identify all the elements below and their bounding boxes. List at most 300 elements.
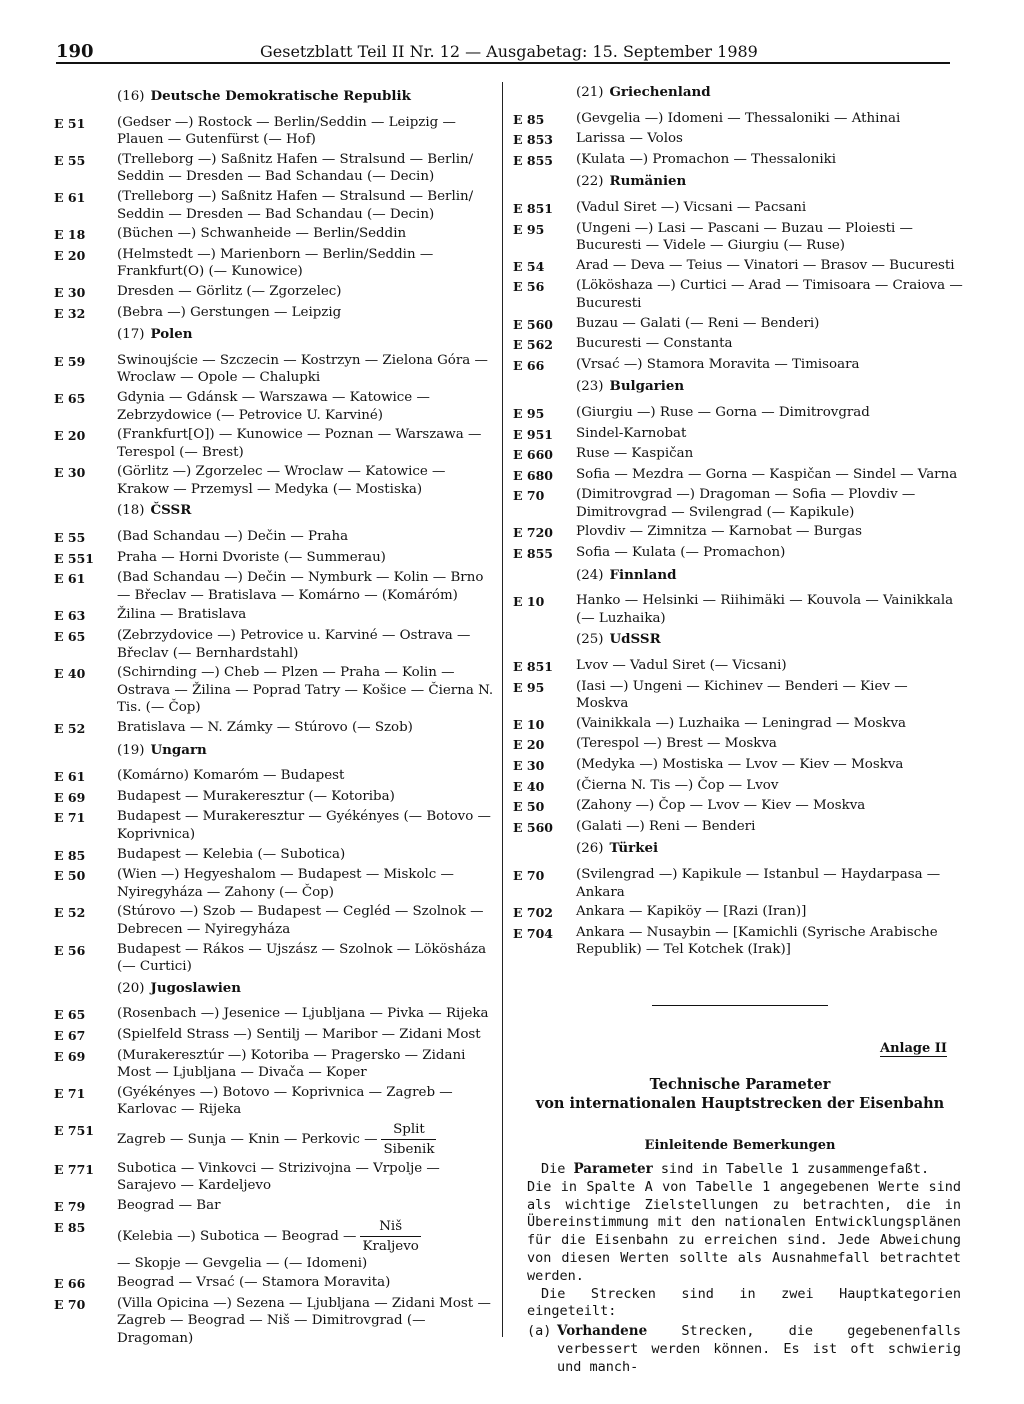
annex-paragraph [527, 1161, 961, 1179]
route-code: E 680 [513, 467, 553, 483]
route-row [54, 1084, 500, 1119]
route-row [54, 664, 500, 717]
route-row [54, 304, 500, 323]
route-stations: (Bad Schandau —) Dečin — Nymburk — Kolin — Brno — Břeclav — Bratislava — Komárno — (Komáróm) [117, 570, 484, 603]
route-row [513, 777, 963, 796]
route-code: E 751 [54, 1122, 94, 1138]
route-row [54, 283, 500, 302]
country-name: Bulgarien [609, 378, 685, 395]
route-stations: Plovdiv — Zimnitza — Karnobat — Burgas [576, 524, 862, 540]
route-code: E 10 [513, 716, 545, 732]
country-number: (18) [117, 503, 145, 519]
country-heading [117, 326, 500, 344]
route-text [117, 352, 500, 387]
country-number: (22) [576, 174, 604, 190]
route-code: E 65 [54, 629, 86, 645]
route-stations: Gdynia — Gdánsk — Warszawa — Katowice — Zebrzydowice (— Petrovice U. Karviné) [117, 389, 430, 423]
route-text [117, 151, 500, 186]
route-row [54, 1274, 500, 1293]
route-code: E 66 [54, 1276, 86, 1292]
country-name: Deutsche Demokratische Republik [150, 88, 411, 104]
annex-list-item [527, 1323, 961, 1376]
route-code: E 65 [54, 390, 86, 406]
route-stations: Larissa — Volos [576, 131, 683, 147]
route-text [576, 130, 963, 149]
branch-upper: Niš [360, 1218, 420, 1237]
route-stations: Ankara — Nusaybin — [Kamichli (Syrische Arabische Republik) — Tel Kotchek (Irak)] [576, 924, 938, 958]
route-stations: (Ungeni —) Lasi — Pascani — Buzau — Ploiesti — Bucuresti — Videle — Giurgiu (— Ruse) [576, 220, 913, 254]
route-stations: (Bebra —) Gerstungen — Leipzig [117, 304, 342, 320]
route-text [576, 356, 963, 375]
route-row [513, 715, 963, 734]
route-row [513, 924, 963, 959]
route-branch [360, 1218, 420, 1255]
route-code: E 50 [54, 868, 86, 884]
route-stations: (Zebrzydovice —) Petrovice u. Karviné — Ostrava — Břeclav (— Bernhardstahl) [117, 628, 471, 661]
annex-label: Anlage II [880, 1041, 947, 1056]
route-stations: (Svilengrad —) Kapikule — Istanbul — Haydarpasa — Ankara [576, 866, 941, 900]
route-stations: (Gedser —) Rostock — Berlin/Seddin — Leipzig — Plauen — Gutenfürst (— Hof) [117, 114, 456, 148]
list-text [557, 1323, 961, 1376]
route-row [513, 257, 963, 276]
route-text [576, 315, 963, 334]
route-row [54, 114, 500, 149]
country-heading [576, 173, 963, 191]
route-code: E 51 [54, 115, 86, 131]
route-stations: Zagreb — Sunja — Knin — Perkovic — [117, 1131, 378, 1147]
route-row [54, 808, 500, 843]
route-row [513, 335, 963, 354]
route-stations-cont: — Skopje — Gevgelia — (— Idomeni) [117, 1255, 368, 1271]
country-number: (20) [117, 980, 145, 996]
route-code: E 71 [54, 810, 86, 826]
route-code: E 20 [54, 247, 86, 263]
route-row [513, 425, 963, 444]
route-text [117, 549, 500, 568]
route-row [54, 719, 500, 738]
country-number: (17) [117, 327, 145, 343]
country-number: (23) [576, 379, 604, 395]
route-text [576, 199, 963, 218]
route-stations: (Gyékényes —) Botovo — Koprivnica — Zagreb — Karlovac — Rijeka [117, 1084, 453, 1118]
route-stations: (Spielfeld Strass —) Sentilj — Maribor — Zidani Most [117, 1026, 481, 1042]
route-row [54, 1197, 500, 1216]
route-code: E 61 [54, 571, 86, 587]
route-row [54, 549, 500, 568]
route-stations: (Stúrovo —) Szob — Budapest — Cegléd — Szolnok — Debrecen — Nyiregyháza [117, 904, 484, 937]
country-heading [117, 742, 500, 760]
route-text [576, 903, 963, 922]
route-row [54, 1121, 500, 1158]
route-row [54, 389, 500, 424]
route-stations: Sofia — Kulata (— Promachon) [576, 545, 786, 561]
route-row [513, 903, 963, 922]
route-code: E 67 [54, 1027, 86, 1043]
route-code: E 10 [513, 594, 545, 610]
route-text [576, 657, 963, 676]
route-row [513, 678, 963, 713]
route-stations: (Schirnding —) Cheb — Plzen — Praha — Kolin — Ostrava — Žilina — Poprad Tatry — Košice — Čierna N. Tis. (— Čop) [117, 665, 494, 716]
route-code: E 61 [54, 189, 86, 205]
route-text [117, 225, 500, 244]
route-text [117, 304, 500, 323]
route-stations: (Iasi —) Ungeni — Kichinev — Benderi — Kiev — Moskva [576, 678, 908, 712]
route-row [513, 523, 963, 542]
country-number: (25) [576, 632, 604, 648]
route-row [513, 756, 963, 775]
route-row [54, 606, 500, 625]
country-heading [576, 378, 963, 396]
list-emphasis: Vorhandene [557, 1323, 648, 1340]
branch-lower: Sibenik [383, 1141, 435, 1157]
route-row [54, 1160, 500, 1195]
route-code: E 85 [54, 847, 86, 863]
route-code: E 95 [513, 405, 545, 421]
route-stations: Budapest — Murakeresztur (— Kotoriba) [117, 788, 395, 804]
route-code: E 50 [513, 799, 545, 815]
route-stations: Arad — Deva — Teius — Vinatori — Brasov — Bucuresti [576, 257, 955, 273]
left-column [54, 84, 500, 1350]
route-row [54, 151, 500, 186]
route-text [576, 335, 963, 354]
route-stations: (Galati —) Reni — Benderi [576, 818, 756, 834]
country-name: Ungarn [150, 741, 207, 758]
route-stations: Dresden — Görlitz (— Zgorzelec) [117, 283, 342, 299]
route-text [576, 797, 963, 816]
branch-upper: Split [381, 1121, 436, 1140]
route-text [117, 767, 500, 786]
country-number: (19) [117, 742, 145, 758]
route-stations: (Vainikkala —) Luzhaika — Leningrad — Moskva [576, 715, 906, 731]
annex-paragraph: Die Strecken sind in zwei Hauptkategorien eingeteilt: [527, 1285, 961, 1320]
country-heading [576, 840, 963, 858]
route-text [117, 1218, 500, 1273]
route-stations: Bucuresti — Constanta [576, 336, 733, 352]
route-code: E 79 [54, 1199, 86, 1215]
route-stations: (Komárno) Komaróm — Budapest [117, 768, 345, 784]
route-row [54, 225, 500, 244]
route-code: E 704 [513, 925, 553, 941]
route-row [54, 352, 500, 387]
route-code: E 69 [54, 789, 86, 805]
route-code: E 61 [54, 769, 86, 785]
route-row [54, 1295, 500, 1348]
route-text [576, 592, 963, 627]
country-number: (26) [576, 841, 604, 857]
route-code: E 660 [513, 447, 553, 463]
route-text [576, 523, 963, 542]
route-row [513, 544, 963, 563]
route-row [54, 569, 500, 604]
route-text [576, 277, 963, 312]
route-text [117, 941, 500, 976]
header-rule [56, 62, 950, 64]
route-text [117, 1160, 500, 1195]
route-row [54, 1218, 500, 1273]
route-text [576, 425, 963, 444]
column-divider [502, 82, 503, 1337]
route-code: E 85 [513, 111, 545, 127]
route-stations: (Helmstedt —) Marienborn — Berlin/Seddin — Frankfurt(O) (— Kunowice) [117, 246, 434, 280]
route-code: E 20 [513, 737, 545, 753]
route-code: E 85 [54, 1219, 86, 1235]
route-text [117, 1274, 500, 1293]
route-row [513, 657, 963, 676]
route-code: E 71 [54, 1085, 86, 1101]
country-name: Polen [150, 326, 193, 343]
annex-paragraph: Die in Spalte A von Tabelle 1 angegebenen Werte sind als wichtige Zielstellungen zu betrachten, die in Übereinstimmung mit den nationalen Entwicklungsplänen für die Eisenbahn zu erreichen sind. Jede Abweichung von diesen Werten sollte als Ausnahmefall betrachtet werden. [527, 1178, 961, 1284]
route-code: E 63 [54, 608, 86, 624]
route-row [54, 463, 500, 498]
country-name: UdSSR [609, 631, 661, 648]
route-row [513, 818, 963, 837]
route-code: E 551 [54, 550, 94, 566]
route-text [117, 903, 500, 938]
route-row [513, 735, 963, 754]
route-row [513, 866, 963, 901]
route-text [117, 846, 500, 865]
list-rest: Strecken, die gegebenenfalls verbessert werden können. Es ist oft schwierig und manch- [557, 1323, 961, 1375]
country-heading [576, 567, 963, 585]
route-stations: (Vadul Siret —) Vicsani — Pacsani [576, 199, 807, 215]
route-text [117, 1084, 500, 1119]
route-code: E 56 [513, 279, 545, 295]
country-name: Jugoslawien [150, 979, 242, 996]
route-stations: (Frankfurt[O]) — Kunowice — Poznan — Warszawa — Terespol (— Brest) [117, 427, 482, 460]
route-text [117, 1197, 500, 1216]
route-stations: Žilina — Bratislava [117, 607, 247, 623]
route-text [117, 569, 500, 604]
route-text [117, 528, 500, 547]
route-code: E 20 [54, 428, 86, 444]
route-code: E 30 [54, 465, 86, 481]
route-text [117, 1295, 500, 1348]
route-stations: (Čierna N. Tis —) Čop — Lvov [576, 777, 779, 793]
route-text [117, 808, 500, 843]
route-row [54, 788, 500, 807]
route-stations: (Medyka —) Mostiska — Lvov — Kiev — Moskva [576, 757, 904, 772]
route-code: E 40 [513, 778, 545, 794]
route-text [576, 445, 963, 464]
route-stations: Praha — Horni Dvoriste (— Summerau) [117, 549, 386, 565]
annex-title: Technische Parameter [649, 1076, 831, 1093]
route-row [513, 277, 963, 312]
route-code: E 54 [513, 258, 545, 274]
route-text [117, 188, 500, 223]
route-code: E 562 [513, 337, 553, 353]
route-stations: Hanko — Helsinki — Riihimäki — Kouvola — Vainikkala (— Luzhaika) [576, 593, 954, 626]
route-row [54, 846, 500, 865]
route-row [54, 426, 500, 461]
route-stations: (Vrsać —) Stamora Moravita — Timisoara [576, 356, 860, 372]
route-row [54, 528, 500, 547]
route-text [117, 788, 500, 807]
route-code: E 70 [513, 488, 545, 504]
route-code: E 855 [513, 546, 553, 562]
route-text [117, 627, 500, 662]
route-stations: (Terespol —) Brest — Moskva [576, 736, 777, 752]
route-row [513, 466, 963, 485]
route-stations: Ankara — Kapiköy — [Razi (Iran)] [576, 904, 807, 920]
route-code: E 52 [54, 905, 86, 921]
route-stations: (Villa Opicina —) Sezena — Ljubljana — Zidani Most — Zagreb — Beograd — Niš — Dimitrovgrad (— Dragoman) [117, 1295, 491, 1347]
country-heading [117, 980, 500, 998]
route-row [513, 356, 963, 375]
route-text [117, 1121, 500, 1158]
route-text [576, 466, 963, 485]
page-number: 190 [56, 41, 94, 62]
route-stations: (Kulata —) Promachon — Thessaloniki [576, 151, 837, 167]
route-code: E 65 [54, 1007, 86, 1023]
route-text [117, 389, 500, 424]
route-text [576, 486, 963, 521]
route-text [576, 866, 963, 901]
route-text [576, 151, 963, 170]
route-row [54, 1047, 500, 1082]
route-code: E 951 [513, 426, 553, 442]
route-code: E 70 [54, 1296, 86, 1312]
route-stations: (Bad Schandau —) Dečin — Praha [117, 529, 349, 545]
route-stations: Sindel-Karnobat [576, 425, 687, 441]
route-code: E 851 [513, 659, 553, 675]
route-code: E 855 [513, 152, 553, 168]
route-text [117, 1047, 500, 1082]
route-text [576, 110, 963, 129]
route-code: E 851 [513, 200, 553, 216]
route-code: E 18 [54, 227, 86, 243]
route-stations: (Rosenbach —) Jesenice — Ljubljana — Pivka — Rijeka [117, 1006, 489, 1022]
route-stations: Bratislava — N. Zámky — Stúrovo (— Szob) [117, 720, 413, 735]
route-stations: (Lököshaza —) Curtici — Arad — Timisoara — Craiova — Bucuresti [576, 278, 963, 311]
right-column [513, 80, 963, 961]
route-row [54, 627, 500, 662]
route-text [576, 257, 963, 276]
route-text [117, 1005, 500, 1024]
route-row [513, 445, 963, 464]
route-code: E 853 [513, 132, 553, 148]
route-code: E 70 [513, 867, 545, 883]
route-stations: (Zahony —) Čop — Lvov — Kiev — Moskva [576, 798, 866, 814]
route-row [513, 797, 963, 816]
route-stations: Budapest — Kelebia (— Subotica) [117, 846, 346, 862]
country-number: (21) [576, 85, 604, 100]
route-code: E 560 [513, 819, 553, 835]
route-code: E 32 [54, 305, 86, 321]
route-text [117, 719, 500, 738]
route-text [576, 735, 963, 754]
route-row [513, 199, 963, 218]
route-stations: (Giurgiu —) Ruse — Gorna — Dimitrovgrad [576, 404, 870, 420]
route-row [513, 486, 963, 521]
route-row [54, 903, 500, 938]
route-row [513, 110, 963, 129]
route-row [54, 246, 500, 281]
route-stations: Beograd — Vrsać (— Stamora Moravita) [117, 1275, 391, 1291]
country-heading [576, 84, 963, 102]
route-stations: Sofia — Mezdra — Gorna — Kaspičan — Sindel — Varna [576, 466, 958, 482]
route-stations: (Büchen —) Schwanheide — Berlin/Seddin [117, 226, 407, 242]
route-stations: (Kelebia —) Subotica — Beograd — [117, 1228, 357, 1244]
running-title: Gesetzblatt Teil II Nr. 12 — Ausgabetag: 15. September 1989 [260, 42, 758, 61]
route-text [117, 664, 500, 717]
route-row [513, 220, 963, 255]
country-number: (24) [576, 567, 604, 583]
country-name: Türkei [609, 840, 659, 857]
route-stations: Swinoujście — Szczecin — Kostrzyn — Zielona Góra — Wroclaw — Opole — Chalupki [117, 352, 488, 386]
route-stations: Lvov — Vadul Siret (— Vicsani) [576, 658, 787, 674]
section-divider [652, 1005, 828, 1006]
route-code: E 66 [513, 357, 545, 373]
route-text [117, 463, 500, 498]
para-text: sind in Tabelle 1 zusammengefaßt. [652, 1161, 930, 1177]
route-code: E 771 [54, 1161, 94, 1177]
route-row [513, 315, 963, 334]
route-row [54, 1026, 500, 1045]
route-text [117, 283, 500, 302]
route-code: E 702 [513, 905, 553, 921]
route-stations: Budapest — Rákos — Ujszász — Szolnok — Lökösháza (— Curtici) [117, 941, 487, 975]
para-text: Die [541, 1161, 574, 1177]
route-code: E 720 [513, 525, 553, 541]
route-stations: (Murakeresztúr —) Kotoriba — Pragersko — Zidani Most — Ljubljana — Divača — Koper [117, 1047, 466, 1081]
route-text [576, 715, 963, 734]
route-code: E 30 [513, 758, 545, 773]
route-code: E 560 [513, 316, 553, 332]
country-heading [117, 88, 500, 106]
route-row [54, 1005, 500, 1024]
route-branch [381, 1121, 436, 1158]
route-code: E 56 [54, 942, 86, 958]
country-name: Griechenland [609, 84, 711, 100]
route-code: E 55 [54, 530, 86, 546]
route-stations: (Dimitrovgrad —) Dragoman — Sofia — Plovdiv — Dimitrovgrad — Svilengrad (— Kapikule) [576, 487, 916, 520]
annex-body [527, 1161, 961, 1377]
route-code: E 52 [54, 721, 86, 736]
route-text [117, 606, 500, 625]
route-text [117, 246, 500, 281]
country-heading [576, 631, 963, 649]
route-row [513, 592, 963, 627]
route-code: E 95 [513, 221, 545, 237]
list-label: (a) [527, 1323, 552, 1340]
route-stations: (Trelleborg —) Saßnitz Hafen — Stralsund — Berlin/ Seddin — Dresden — Bad Schandau (— Decin) [117, 188, 474, 222]
route-text [117, 426, 500, 461]
route-text [576, 756, 963, 775]
route-text [117, 114, 500, 149]
country-name: Rumänien [609, 173, 687, 190]
route-stations: (Görlitz —) Zgorzelec — Wroclaw — Katowice — Krakow — Przemysl — Medyka (— Mostiska) [117, 464, 446, 497]
route-stations: Ruse — Kaspičan [576, 446, 694, 462]
route-text [117, 1026, 500, 1045]
country-name: ČSSR [150, 502, 192, 519]
route-text [576, 678, 963, 713]
route-row [54, 767, 500, 786]
route-stations: (Wien —) Hegyeshalom — Budapest — Miskolc — Nyiregyháza — Zahony (— Čop) [117, 867, 454, 900]
route-code: E 55 [54, 152, 86, 168]
route-stations: (Trelleborg —) Saßnitz Hafen — Stralsund — Berlin/ Seddin — Dresden — Bad Schandau (— Decin) [117, 151, 474, 185]
annex-title-line2: von internationalen Hauptstrecken der Eisenbahn [535, 1095, 945, 1112]
route-text [576, 818, 963, 837]
route-stations: Buzau — Galati (— Reni — Benderi) [576, 315, 820, 331]
route-text [576, 924, 963, 959]
route-stations: Beograd — Bar [117, 1198, 221, 1214]
route-row [54, 941, 500, 976]
route-code: E 69 [54, 1048, 86, 1064]
route-text [576, 777, 963, 796]
route-code: E 95 [513, 679, 545, 695]
route-text [576, 404, 963, 423]
route-code: E 40 [54, 666, 86, 682]
